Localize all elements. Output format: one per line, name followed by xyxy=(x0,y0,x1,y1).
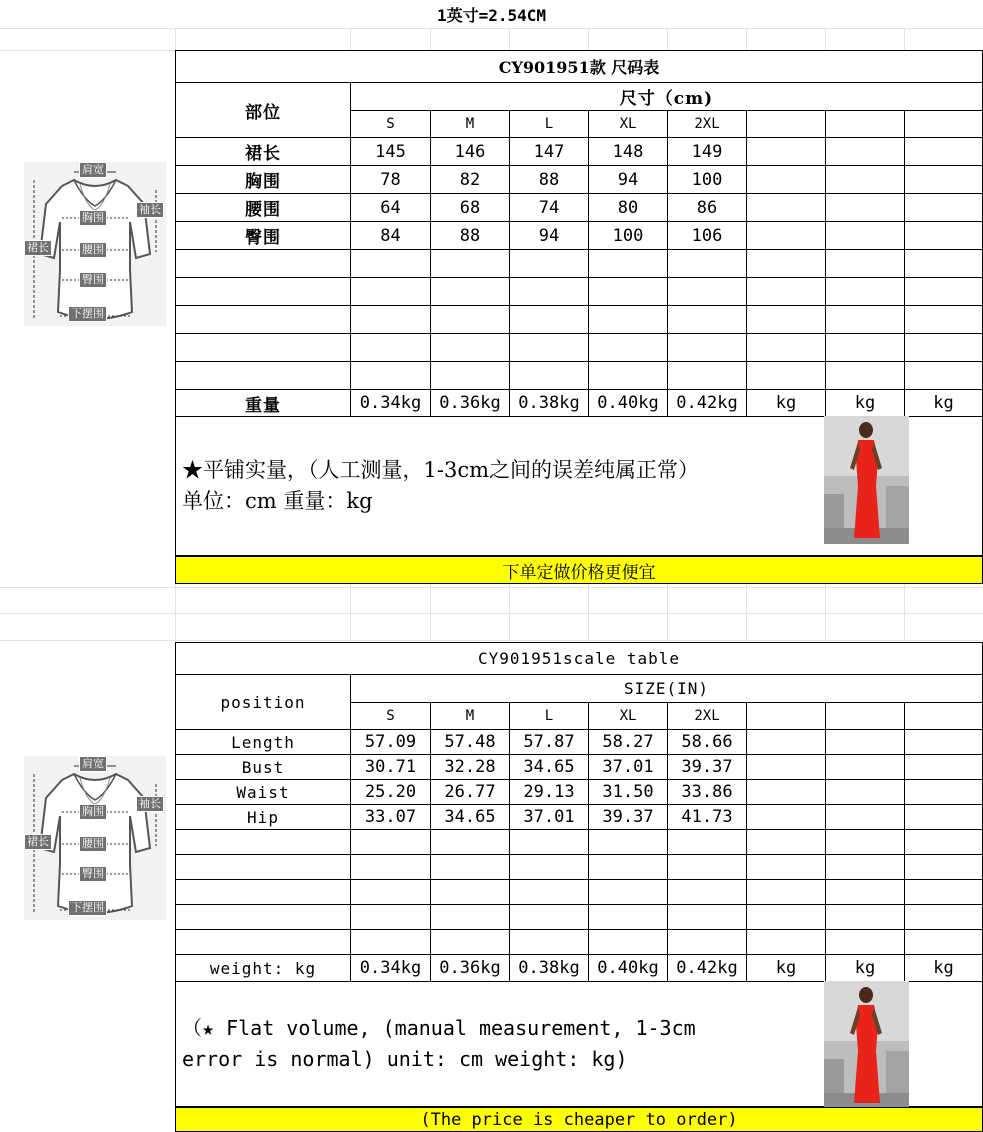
empty-cell xyxy=(904,829,983,855)
empty-cell xyxy=(509,361,589,390)
diagram-label: 袖长 xyxy=(136,796,164,812)
empty-cell xyxy=(667,361,747,390)
empty-cell xyxy=(588,904,668,930)
empty-cell xyxy=(825,249,905,278)
empty-cell xyxy=(746,333,826,362)
measurement-value: 30.71 xyxy=(350,754,431,780)
empty-cell xyxy=(350,854,431,880)
empty-cell xyxy=(509,854,589,880)
empty-cell xyxy=(746,193,826,222)
size-label: 2XL xyxy=(667,702,747,730)
empty-cell xyxy=(350,305,431,334)
empty-cell xyxy=(904,137,983,166)
empty-cell xyxy=(746,305,826,334)
note-line: error is normal) unit: cm weight: kg) xyxy=(182,1047,628,1071)
measurement-value: 78 xyxy=(350,165,431,194)
measurement-value: 82 xyxy=(430,165,510,194)
measurement-value: 41.73 xyxy=(667,804,747,830)
weight-value: kg xyxy=(904,389,983,417)
empty-cell xyxy=(825,193,905,222)
measurement-value: 146 xyxy=(430,137,510,166)
grid-row-line xyxy=(0,587,983,588)
empty-cell xyxy=(746,249,826,278)
diagram-label: 腰围 xyxy=(79,836,107,852)
empty-cell xyxy=(667,904,747,930)
empty-cell xyxy=(667,277,747,306)
weight-value: 0.40kg xyxy=(588,389,668,417)
empty-cell xyxy=(746,729,826,755)
empty-cell xyxy=(509,305,589,334)
empty-cell xyxy=(588,305,668,334)
empty-cell xyxy=(746,110,826,138)
empty-cell xyxy=(825,137,905,166)
empty-cell xyxy=(746,829,826,855)
empty-cell xyxy=(825,221,905,250)
measurement-value: 100 xyxy=(588,221,668,250)
measurement-value: 57.09 xyxy=(350,729,431,755)
weight-value: 0.42kg xyxy=(667,389,747,417)
row-label: Waist xyxy=(175,779,351,805)
empty-cell xyxy=(904,221,983,250)
empty-cell xyxy=(746,854,826,880)
product-photo xyxy=(824,981,909,1109)
empty-cell xyxy=(904,729,983,755)
note-line: 单位：cm 重量：kg xyxy=(182,489,373,513)
empty-cell xyxy=(904,754,983,780)
measurement-value: 148 xyxy=(588,137,668,166)
measurement-value: 37.01 xyxy=(588,754,668,780)
measurement-diagram xyxy=(24,756,166,920)
empty-cell xyxy=(746,137,826,166)
table-title: CY901951款 尺码表 xyxy=(175,50,983,83)
note-text xyxy=(182,455,699,517)
empty-cell xyxy=(588,829,668,855)
empty-cell xyxy=(588,854,668,880)
size-label: 2XL xyxy=(667,110,747,138)
empty-cell xyxy=(746,277,826,306)
row-label: 裙长 xyxy=(175,137,351,166)
empty-cell xyxy=(175,249,351,278)
empty-cell xyxy=(904,702,983,730)
empty-cell xyxy=(904,929,983,955)
empty-cell xyxy=(175,879,351,905)
empty-cell xyxy=(509,333,589,362)
empty-cell xyxy=(746,361,826,390)
measurement-value: 34.65 xyxy=(430,804,510,830)
measurement-value: 33.07 xyxy=(350,804,431,830)
empty-cell xyxy=(746,879,826,905)
size-label: M xyxy=(430,702,510,730)
empty-cell xyxy=(175,904,351,930)
weight-value: 0.38kg xyxy=(509,389,589,417)
weight-value: kg xyxy=(746,389,826,417)
diagram-label: 裙长 xyxy=(24,240,52,256)
empty-cell xyxy=(746,702,826,730)
empty-cell xyxy=(746,929,826,955)
row-label: 腰围 xyxy=(175,193,351,222)
note-line: ★平铺实量，（人工测量，1-3cm之间的误差纯属正常） xyxy=(182,458,699,482)
position-header: 部位 xyxy=(175,82,351,138)
empty-cell xyxy=(904,277,983,306)
measurement-value: 84 xyxy=(350,221,431,250)
empty-cell xyxy=(175,361,351,390)
weight-value: 0.34kg xyxy=(350,954,431,982)
diagram-label: 裙长 xyxy=(24,834,52,850)
empty-cell xyxy=(904,249,983,278)
size-label: XL xyxy=(588,110,668,138)
price-banner: 下单定做价格更便宜 xyxy=(175,556,983,584)
empty-cell xyxy=(509,904,589,930)
empty-cell xyxy=(175,305,351,334)
row-label: Hip xyxy=(175,804,351,830)
measurement-value: 80 xyxy=(588,193,668,222)
empty-cell xyxy=(904,165,983,194)
empty-cell xyxy=(825,904,905,930)
empty-cell xyxy=(430,277,510,306)
size-header: 尺寸（cm) xyxy=(350,82,983,111)
empty-cell xyxy=(430,829,510,855)
empty-cell xyxy=(825,754,905,780)
row-label: 胸围 xyxy=(175,165,351,194)
empty-cell xyxy=(825,729,905,755)
empty-cell xyxy=(825,702,905,730)
empty-cell xyxy=(904,854,983,880)
empty-cell xyxy=(825,854,905,880)
weight-value: 0.36kg xyxy=(430,389,510,417)
weight-value: kg xyxy=(746,954,826,982)
empty-cell xyxy=(175,854,351,880)
empty-cell xyxy=(667,305,747,334)
size-header: SIZE(IN) xyxy=(350,674,983,703)
empty-cell xyxy=(667,249,747,278)
empty-cell xyxy=(175,829,351,855)
empty-cell xyxy=(825,165,905,194)
measurement-value: 64 xyxy=(350,193,431,222)
measurement-value: 106 xyxy=(667,221,747,250)
empty-cell xyxy=(588,249,668,278)
diagram-label: 腰围 xyxy=(79,242,107,258)
empty-cell xyxy=(175,929,351,955)
empty-cell xyxy=(588,929,668,955)
empty-cell xyxy=(430,305,510,334)
empty-cell xyxy=(904,110,983,138)
empty-cell xyxy=(746,221,826,250)
measurement-value: 100 xyxy=(667,165,747,194)
table-title: CY901951scale table xyxy=(175,642,983,675)
empty-cell xyxy=(588,333,668,362)
grid-row-line xyxy=(0,613,983,614)
empty-cell xyxy=(430,929,510,955)
weight-value: kg xyxy=(904,954,983,982)
position-header: position xyxy=(175,674,351,730)
diagram-label: 胸围 xyxy=(79,804,107,820)
empty-cell xyxy=(825,110,905,138)
empty-cell xyxy=(350,249,431,278)
row-label: 臀围 xyxy=(175,221,351,250)
empty-cell xyxy=(667,929,747,955)
empty-cell xyxy=(746,779,826,805)
diagram-label: 臀围 xyxy=(79,272,107,288)
empty-cell xyxy=(904,879,983,905)
empty-cell xyxy=(904,193,983,222)
empty-cell xyxy=(350,929,431,955)
diagram-label: 胸围 xyxy=(79,210,107,226)
empty-cell xyxy=(825,879,905,905)
empty-cell xyxy=(825,333,905,362)
diagram-label: 下摆围 xyxy=(68,306,107,322)
measurement-value: 88 xyxy=(509,165,589,194)
empty-cell xyxy=(350,361,431,390)
empty-cell xyxy=(509,277,589,306)
empty-cell xyxy=(588,277,668,306)
empty-cell xyxy=(175,333,351,362)
price-banner: (The price is cheaper to order) xyxy=(175,1107,983,1132)
empty-cell xyxy=(509,249,589,278)
empty-cell xyxy=(509,879,589,905)
empty-cell xyxy=(825,779,905,805)
empty-cell xyxy=(430,854,510,880)
measurement-value: 147 xyxy=(509,137,589,166)
empty-cell xyxy=(904,904,983,930)
weight-value: 0.36kg xyxy=(430,954,510,982)
row-label: Bust xyxy=(175,754,351,780)
diagram-label: 臀围 xyxy=(79,866,107,882)
measurement-value: 31.50 xyxy=(588,779,668,805)
measurement-value: 57.48 xyxy=(430,729,510,755)
empty-cell xyxy=(509,929,589,955)
weight-value: kg xyxy=(825,389,905,417)
empty-cell xyxy=(904,779,983,805)
diagram-label: 肩宽 xyxy=(79,756,107,772)
empty-cell xyxy=(904,333,983,362)
weight-label: 重量 xyxy=(175,389,351,417)
measurement-value: 145 xyxy=(350,137,431,166)
measurement-value: 68 xyxy=(430,193,510,222)
empty-cell xyxy=(746,165,826,194)
weight-value: 0.42kg xyxy=(667,954,747,982)
measurement-value: 33.86 xyxy=(667,779,747,805)
empty-cell xyxy=(825,929,905,955)
grid-row-line xyxy=(0,640,983,641)
weight-label: weight: kg xyxy=(175,954,351,982)
empty-cell xyxy=(667,879,747,905)
empty-cell xyxy=(667,829,747,855)
empty-cell xyxy=(746,754,826,780)
measurement-value: 94 xyxy=(588,165,668,194)
weight-value: 0.40kg xyxy=(588,954,668,982)
empty-cell xyxy=(746,804,826,830)
empty-cell xyxy=(825,305,905,334)
row-label: Length xyxy=(175,729,351,755)
conversion-note: 1英寸=2.54CM xyxy=(0,0,983,29)
empty-cell xyxy=(588,879,668,905)
empty-cell xyxy=(904,804,983,830)
empty-cell xyxy=(350,879,431,905)
product-photo xyxy=(824,416,909,544)
empty-cell xyxy=(588,361,668,390)
empty-cell xyxy=(667,854,747,880)
measurement-value: 86 xyxy=(667,193,747,222)
measurement-value: 74 xyxy=(509,193,589,222)
measurement-value: 26.77 xyxy=(430,779,510,805)
empty-cell xyxy=(746,904,826,930)
empty-cell xyxy=(430,904,510,930)
note-text xyxy=(182,1013,696,1075)
measurement-value: 88 xyxy=(430,221,510,250)
empty-cell xyxy=(350,333,431,362)
empty-cell xyxy=(430,361,510,390)
weight-value: kg xyxy=(825,954,905,982)
note-line: （★ Flat volume, (manual measurement, 1-3cm xyxy=(182,1016,696,1040)
measurement-value: 58.66 xyxy=(667,729,747,755)
size-label: S xyxy=(350,702,431,730)
empty-cell xyxy=(430,333,510,362)
diagram-label: 袖长 xyxy=(136,202,164,218)
empty-cell xyxy=(825,804,905,830)
measurement-value: 39.37 xyxy=(667,754,747,780)
empty-cell xyxy=(430,249,510,278)
empty-cell xyxy=(509,829,589,855)
measurement-value: 25.20 xyxy=(350,779,431,805)
empty-cell xyxy=(667,333,747,362)
weight-value: 0.34kg xyxy=(350,389,431,417)
measurement-value: 29.13 xyxy=(509,779,589,805)
empty-cell xyxy=(825,829,905,855)
empty-cell xyxy=(825,361,905,390)
measurement-value: 32.28 xyxy=(430,754,510,780)
measurement-value: 149 xyxy=(667,137,747,166)
empty-cell xyxy=(175,277,351,306)
empty-cell xyxy=(904,305,983,334)
empty-cell xyxy=(825,277,905,306)
size-label: XL xyxy=(588,702,668,730)
measurement-diagram xyxy=(24,162,166,326)
size-label: S xyxy=(350,110,431,138)
empty-cell xyxy=(430,879,510,905)
measurement-value: 37.01 xyxy=(509,804,589,830)
diagram-label: 下摆围 xyxy=(68,900,107,916)
size-label: L xyxy=(509,702,589,730)
empty-cell xyxy=(350,829,431,855)
empty-cell xyxy=(350,277,431,306)
measurement-value: 94 xyxy=(509,221,589,250)
empty-cell xyxy=(904,361,983,390)
weight-value: 0.38kg xyxy=(509,954,589,982)
measurement-value: 58.27 xyxy=(588,729,668,755)
diagram-label: 肩宽 xyxy=(79,162,107,178)
measurement-value: 39.37 xyxy=(588,804,668,830)
size-label: L xyxy=(509,110,589,138)
measurement-value: 57.87 xyxy=(509,729,589,755)
empty-cell xyxy=(350,904,431,930)
measurement-value: 34.65 xyxy=(509,754,589,780)
size-label: M xyxy=(430,110,510,138)
